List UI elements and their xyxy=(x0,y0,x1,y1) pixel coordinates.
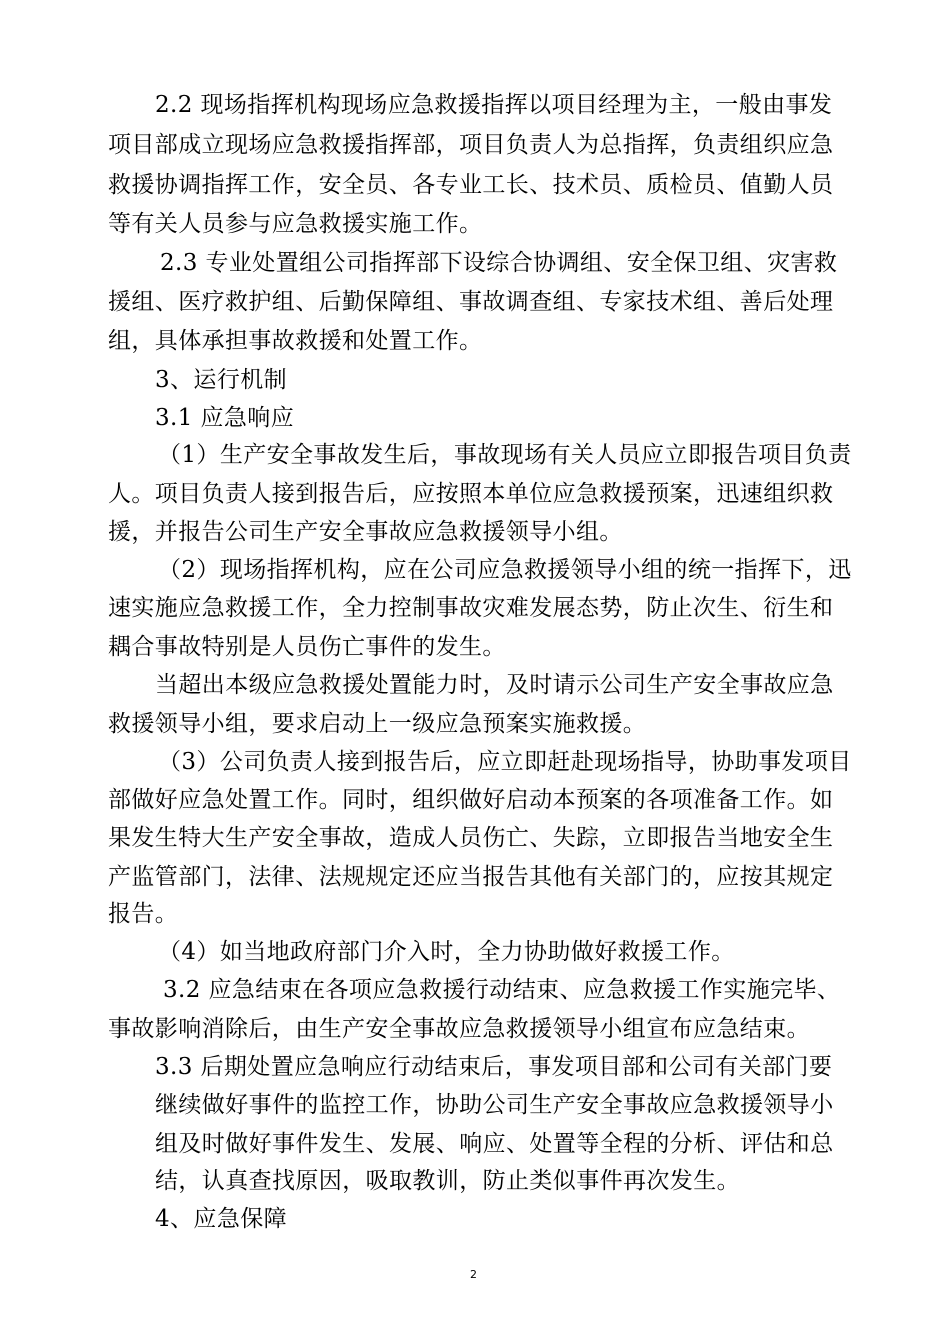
para-2-2-line-2: 项目部成立现场应急救援指挥部，项目负责人为总指挥，负责组织应急 xyxy=(108,132,834,158)
para-2-2-line-3: 救援协调指挥工作，安全员、各专业工长、技术员、质检员、值勤人员 xyxy=(108,172,834,198)
para-2-3-line-1: 2.3 专业处置组公司指挥部下设综合协调组、安全保卫组、灾害救 xyxy=(160,250,838,276)
page-number: 2 xyxy=(470,1268,477,1281)
para-3-2-line-1: 3.2 应急结束在各项应急救援行动结束、应急救援工作实施完毕、 xyxy=(163,977,841,1003)
para-exceed-line-1: 当超出本级应急救援处置能力时，及时请示公司生产安全事故应急 xyxy=(155,672,834,698)
item-2-line-3: 耦合事故特别是人员伤亡事件的发生。 xyxy=(108,634,506,660)
para-2-3-line-2: 援组、医疗救护组、后勤保障组、事故调查组、专家技术组、善后处理 xyxy=(108,289,834,315)
para-2-3-line-3: 组，具体承担事故救援和处置工作。 xyxy=(108,328,483,354)
para-3-2-line-2: 事故影响消除后，由生产安全事故应急救援领导小组宣布应急结束。 xyxy=(108,1016,810,1042)
item-1-line-2: 人。项目负责人接到报告后，应按照本单位应急救援预案，迅速组织救 xyxy=(108,481,834,507)
item-3-line-2: 部做好应急处置工作。同时，组织做好启动本预案的各项准备工作。如 xyxy=(108,787,834,813)
item-3-line-1: （3）公司负责人接到报告后，应立即赶赴现场指导，协助事发项目 xyxy=(158,749,852,775)
para-exceed-line-2: 救援领导小组，要求启动上一级应急预案实施救援。 xyxy=(108,711,647,737)
heading-4: 4、应急保障 xyxy=(155,1206,288,1232)
item-4-line-1: （4）如当地政府部门介入时，全力协助做好救援工作。 xyxy=(158,939,735,965)
para-2-2-line-1: 2.2 现场指挥机构现场应急救援指挥以项目经理为主，一般由事发 xyxy=(155,92,833,118)
item-1-line-3: 援，并报告公司生产安全事故应急救援领导小组。 xyxy=(108,519,623,545)
heading-3-1: 3.1 应急响应 xyxy=(155,405,295,431)
para-3-3-line-4: 结，认真查找原因，吸取教训，防止类似事件再次发生。 xyxy=(155,1168,740,1194)
para-2-2-line-4: 等有关人员参与应急救援实施工作。 xyxy=(108,211,483,237)
para-3-3-line-3: 组及时做好事件发生、发展、响应、处置等全程的分析、评估和总 xyxy=(155,1131,834,1157)
item-3-line-4: 产监管部门，法律、法规规定还应当报告其他有关部门的，应按其规定 xyxy=(108,864,834,890)
item-3-line-5: 报告。 xyxy=(108,901,179,927)
heading-3: 3、运行机制 xyxy=(155,367,288,393)
item-2-line-1: （2）现场指挥机构，应在公司应急救援领导小组的统一指挥下，迅 xyxy=(158,557,852,583)
para-3-3-line-1: 3.3 后期处置应急响应行动结束后，事发项目部和公司有关部门要 xyxy=(155,1054,833,1080)
para-3-3-line-2: 继续做好事件的监控工作，协助公司生产安全事故应急救援领导小 xyxy=(155,1092,834,1118)
item-3-line-3: 果发生特大生产安全事故，造成人员伤亡、失踪，立即报告当地安全生 xyxy=(108,825,834,851)
item-2-line-2: 速实施应急救援工作，全力控制事故灾难发展态势，防止次生、衍生和 xyxy=(108,595,834,621)
item-1-line-1: （1）生产安全事故发生后，事故现场有关人员应立即报告项目负责 xyxy=(158,442,852,468)
